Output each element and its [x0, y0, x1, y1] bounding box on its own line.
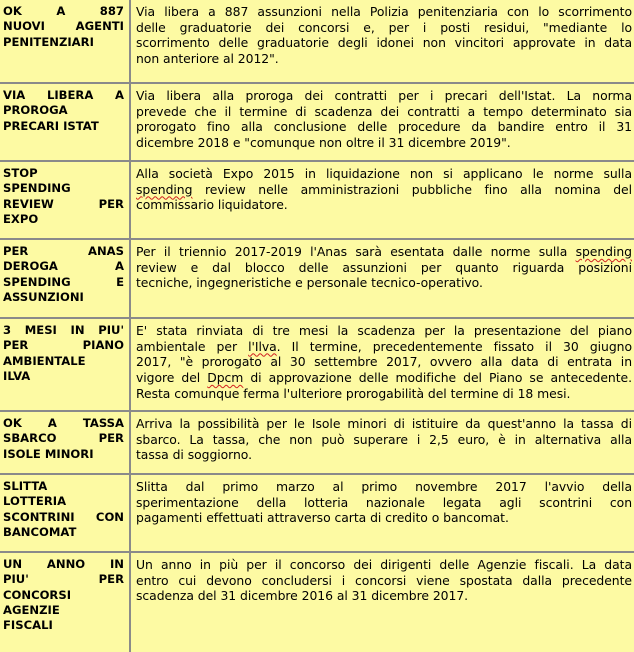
heading-line: VIA LIBERA A — [3, 88, 124, 102]
spellcheck-word: l'Ilva — [248, 338, 277, 354]
heading-line: STOP — [3, 166, 38, 180]
description-fragment: di approvazione delle modifiche del Piano se antecedente. — [243, 370, 632, 386]
heading-line: EXPO — [3, 211, 39, 226]
table-row — [0, 474, 634, 552]
row-heading — [0, 411, 130, 474]
heading-line: PENITENZIARI — [3, 34, 94, 49]
description-line: Arriva la possibilità per le Isole minori di istituire da quest'anno la tassa di — [136, 416, 632, 431]
description-line: Via libera a 887 assunzioni nella Polizia penitenziaria con lo scorrimento — [136, 4, 632, 19]
heading-line: FISCALI — [3, 618, 53, 633]
heading-line: ILVA — [3, 368, 31, 383]
description-fragment: review nelle amministrazioni pubbliche fino alla nomina del — [192, 181, 632, 197]
row-heading — [0, 474, 130, 552]
heading-line: AGENZIE — [3, 602, 60, 617]
heading-line: CONCORSI — [3, 587, 72, 602]
row-description — [130, 0, 634, 83]
heading-line: BANCOMAT — [3, 524, 77, 539]
heading-line: SBARCO PER — [3, 431, 124, 446]
description-line: scorrimento delle graduatorie degli idonei non vincitori approvate in data — [136, 35, 632, 51]
description-fragment: vigore del — [136, 370, 208, 386]
heading-line: AMBIENTALE — [3, 353, 86, 368]
heading-line: PER PIANO — [3, 338, 124, 353]
description-line: Slitta dal primo marzo al primo novembre 2017 l'avvio della — [136, 479, 632, 494]
description-line: tassa di soggiorno. — [136, 447, 253, 463]
heading-line: NUOVI AGENTI — [3, 19, 124, 34]
heading-line: OK A 887 — [3, 4, 124, 18]
row-description — [130, 161, 634, 239]
table-row — [0, 239, 634, 318]
heading-line: SCONTRINI CON — [3, 509, 124, 524]
row-description — [130, 552, 634, 652]
description-line — [136, 244, 632, 260]
table-row — [0, 411, 634, 474]
row-heading — [0, 161, 130, 239]
heading-line: SLITTA — [3, 479, 48, 493]
heading-line: ISOLE MINORI — [3, 446, 94, 461]
row-description — [130, 474, 634, 552]
description-line: Resta comunque ferma l'ulteriore prorogabilità del termine di 18 mesi. — [136, 385, 571, 401]
description-line: scadenza del 31 dicembre 2016 al 31 dicembre 2017. — [136, 588, 469, 604]
description-line: dicembre 2018 e "comunque non oltre il 31 dicembre 2019". — [136, 135, 511, 151]
description-line: pagamenti effettuati attraverso carta di credito o bancomat. — [136, 510, 509, 526]
description-line: prorogato fino alla conclusione delle procedure da bandire entro il 31 — [136, 119, 632, 135]
description-line: E' stata rinviata di tre mesi la scadenza per la presentazione del piano — [136, 323, 632, 338]
table-row — [0, 83, 634, 161]
spellcheck-word: Dpcm — [207, 370, 244, 386]
spellcheck-word: spending — [575, 244, 632, 259]
description-line: Via libera alla proroga dei contratti per i precari dell'Istat. La norma — [136, 88, 632, 103]
description-line: 2017, "è prorogato al 30 settembre 2017, ovvero alla data di entrata in — [136, 354, 632, 370]
description-line: commissario liquidatore. — [136, 197, 288, 213]
description-line — [136, 182, 632, 198]
description-line: prevede che il termine di scadenza dei contratti a tempo determinato sia — [136, 103, 632, 119]
description-line: entro cui devono concludersi i concorsi viene spostata dalla precedente — [136, 572, 632, 588]
description-fragment: ambientale per — [136, 338, 249, 354]
description-line: Alla società Expo 2015 in liquidazione non si applicano le norme sulla — [136, 166, 632, 181]
row-heading — [0, 239, 130, 318]
heading-line: PROROGA — [3, 103, 68, 118]
table-row — [0, 0, 634, 83]
description-line — [136, 339, 632, 355]
table-row — [0, 161, 634, 239]
heading-line: LOTTERIA — [3, 494, 67, 509]
row-description — [130, 411, 634, 474]
heading-line: REVIEW PER — [3, 196, 124, 211]
description-line: delle graduatorie dei concorsi e, per i posti residui, "mediante lo — [136, 19, 632, 35]
row-heading — [0, 83, 130, 161]
heading-line: SPENDING E — [3, 274, 124, 289]
description-line — [136, 370, 632, 386]
row-heading — [0, 552, 130, 652]
row-heading — [0, 0, 130, 83]
heading-line: DEROGA A — [3, 259, 124, 274]
heading-line: PRECARI ISTAT — [3, 118, 99, 133]
heading-line: UN ANNO IN — [3, 557, 124, 571]
heading-line: OK A TASSA — [3, 416, 124, 430]
description-line: sbarco. La tassa, che non può superare i 2,5 euro, è in alternativa alla — [136, 431, 632, 447]
heading-line: 3 MESI IN PIU' — [3, 323, 124, 337]
description-line: tecniche, ingegneristiche e personale tecnico-operativo. — [136, 275, 483, 291]
table-row — [0, 318, 634, 411]
description-line: non anteriore al 2012". — [136, 51, 279, 67]
description-fragment: . Il termine, precedentemente fissato il 30 giugno — [276, 338, 632, 354]
description-fragment: Per il triennio 2017-2019 l'Anas sarà esentata dalle norme sulla — [136, 244, 576, 259]
spellcheck-word: spending — [136, 181, 193, 197]
heading-line: PER ANAS — [3, 244, 124, 258]
description-line: review e dal blocco delle assunzioni per quanto riguarda posizioni — [136, 259, 632, 275]
row-heading — [0, 318, 130, 411]
table-row — [0, 552, 634, 652]
description-line: sperimentazione della lotteria nazionale legata agli scontrini con — [136, 494, 632, 510]
heading-line: PIU' PER — [3, 572, 124, 587]
heading-line: SPENDING — [3, 181, 71, 196]
heading-line: ASSUNZIONI — [3, 289, 84, 304]
row-description — [130, 318, 634, 411]
row-description — [130, 239, 634, 318]
row-description — [130, 83, 634, 161]
description-line: Un anno in più per il concorso dei dirigenti delle Agenzie fiscali. La data — [136, 557, 632, 572]
